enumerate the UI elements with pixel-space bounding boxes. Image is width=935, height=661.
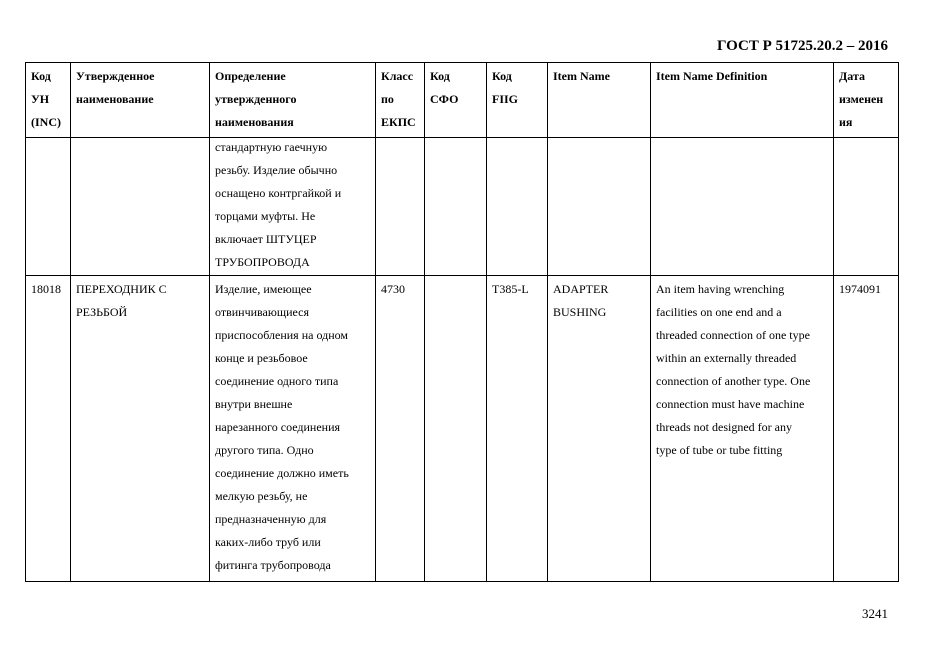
column-header-fiig: Код FIIG: [487, 63, 548, 138]
column-header-inc: Код УН (INC): [26, 63, 71, 138]
cell-item-name-definition: [651, 138, 834, 276]
cell-inc: [26, 138, 71, 276]
column-header-sfo-code: Код СФО: [425, 63, 487, 138]
table-row-item: [26, 276, 899, 582]
column-header-item-name: Item Name: [548, 63, 651, 138]
cell-item-name: ADAPTER BUSHING: [548, 276, 651, 582]
cell-class: 4730: [376, 276, 425, 582]
cell-approved-name: ПЕРЕХОДНИК С РЕЗЬБОЙ: [71, 276, 210, 582]
catalog-table: [25, 62, 899, 582]
cell-fiig: T385-L: [487, 276, 548, 582]
column-header-definition: Определение утвержденного наименования: [210, 63, 376, 138]
table-header-row: [26, 63, 899, 138]
page-number: 3241: [862, 606, 888, 621]
cell-item-name: [548, 138, 651, 276]
cell-sfo-code: [425, 276, 487, 582]
cell-fiig: [487, 138, 548, 276]
cell-item-name-definition: An item having wrenching facilities on one end and a threaded connection of one type within an externally threaded connection of another type. One connection must have machine threads not designed for any type of tube or tube fitting: [651, 276, 834, 582]
cell-approved-name: [71, 138, 210, 276]
cell-class: [376, 138, 425, 276]
column-header-class: Класс по ЕКПС: [376, 63, 425, 138]
column-header-item-name-definition: Item Name Definition: [651, 63, 834, 138]
cell-change-date: [834, 138, 899, 276]
cell-inc: 18018: [26, 276, 71, 582]
document-standard-title: ГОСТ Р 51725.20.2 – 2016: [716, 38, 888, 54]
cell-definition: Изделие, имеющее отвинчивающиеся приспособления на одном конце и резьбовое соединение одного типа внутри внешне нарезанного соединения другого типа. Одно соединение должно иметь мелкую резьбу, не предназначенную для каких-либо труб или фитинга трубопровода: [210, 276, 376, 582]
cell-definition: стандартную гаечную резьбу. Изделие обычно оснащено контргайкой и торцами муфты. Не включает ШТУЦЕР ТРУБОПРОВОДА: [210, 138, 376, 276]
cell-change-date: 1974091: [834, 276, 899, 582]
table-row-continuation: [26, 138, 899, 276]
cell-sfo-code: [425, 138, 487, 276]
column-header-change-date: Дата изменен ия: [834, 63, 899, 138]
column-header-approved-name: Утвержденное наименование: [71, 63, 210, 138]
